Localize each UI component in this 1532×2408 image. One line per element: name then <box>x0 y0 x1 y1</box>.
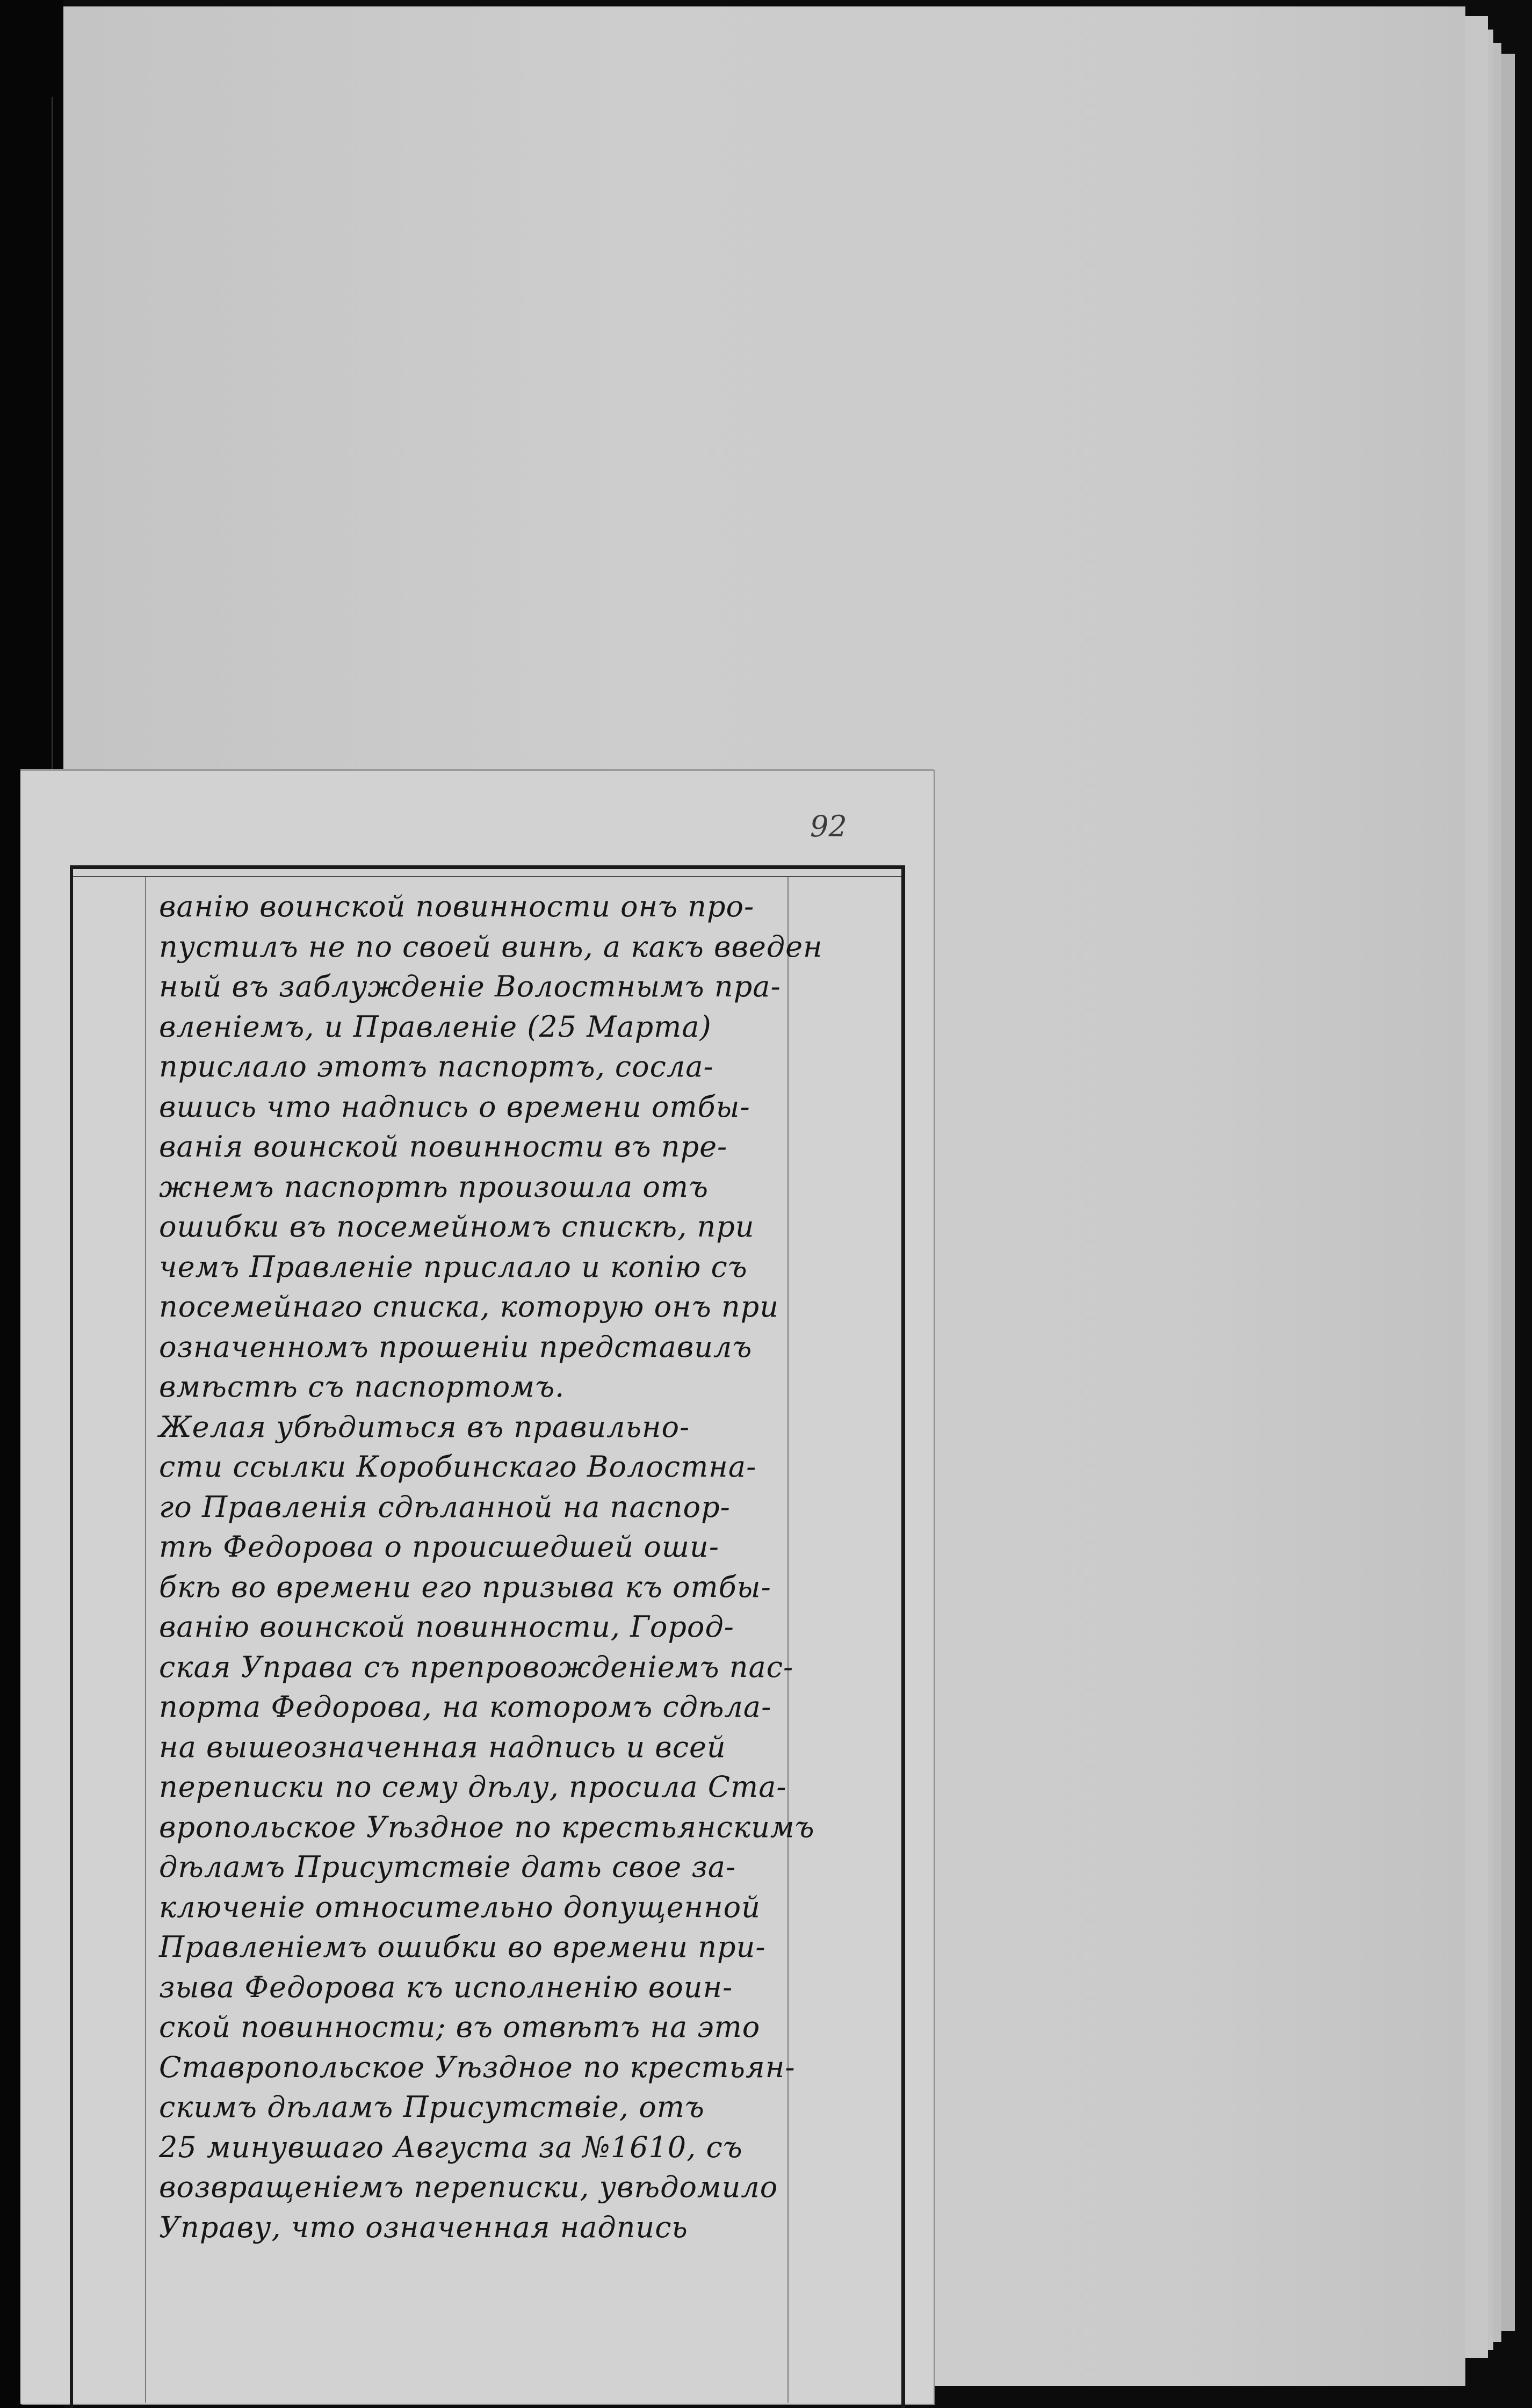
text-line: посемейнаго списка, которую онъ при <box>159 1290 779 1324</box>
text-line: Управу, что означенная надпись <box>159 2210 688 2244</box>
text-line: вропольское Уѣздное по крестьянскимъ <box>159 1810 815 1844</box>
manuscript-page <box>20 769 934 2404</box>
text-line: 25 минувшаго Августа за №1610, съ <box>159 2130 743 2164</box>
text-line: ванiю воинской повинности онъ про- <box>159 890 755 923</box>
margin-left-rule <box>145 877 146 2403</box>
text-line: тѣ Федорова о происшедшей оши- <box>159 1530 720 1564</box>
text-line: ошибки въ посемейномъ спискѣ, при <box>159 1210 755 1243</box>
text-line: бкѣ во времени его призыва къ отбы- <box>159 1570 771 1604</box>
frame-left-rule <box>70 866 73 2408</box>
text-line: ключенiе относительно допущенной <box>159 1890 761 1924</box>
handwritten-text <box>159 887 823 2247</box>
frame-top-rule <box>70 865 905 869</box>
text-line: переписки по сему дѣлу, просила Ста- <box>159 1770 787 1804</box>
text-line: скимъ дѣламъ Присутствiе, отъ <box>159 2090 705 2124</box>
text-line: чемъ Правленiе прислало и копiю съ <box>159 1249 748 1284</box>
text-line: ванiю воинской повинности, Город- <box>159 1610 734 1644</box>
text-line: возвращенiемъ переписки, увѣдомило <box>159 2170 778 2204</box>
text-line: ванiя воинской повинности въ пре- <box>159 1130 728 1163</box>
text-line: ская Управа съ препровожденiемъ пас- <box>159 1650 794 1684</box>
text-line: Ставропольское Уѣздное по крестьян- <box>159 2050 796 2084</box>
text-line: ской повинности; въ отвѣтъ на это <box>159 2010 761 2044</box>
text-line: пустилъ не по своей винѣ, а какъ введен <box>159 929 823 964</box>
text-line: вмѣстѣ съ паспортомъ. <box>159 1370 565 1404</box>
text-line: жнемъ паспортѣ произошла отъ <box>159 1169 709 1204</box>
text-line: го Правленiя сдѣланной на паспор- <box>159 1489 731 1524</box>
text-line: Желая убѣдиться въ правильно- <box>159 1409 690 1444</box>
text-line: сти ссылки Коробинскаго Волостна- <box>159 1450 757 1484</box>
frame-right-rule <box>901 866 905 2408</box>
text-line: на вышеозначенная надпись и всей <box>159 1730 726 1764</box>
text-line: зыва Федорова къ исполненiю воин- <box>159 1970 733 2004</box>
text-line: порта Федорова, на которомъ сдѣла- <box>159 1690 772 1724</box>
frame-top-rule-thin <box>70 876 905 877</box>
text-line: ный въ заблужденiе Волостнымъ пра- <box>159 970 781 1003</box>
text-line: прислало этотъ паспортъ, сосла- <box>159 1050 714 1083</box>
text-line: Правленiемъ ошибки во времени при- <box>159 1930 766 1964</box>
text-line: означенномъ прошенiи представилъ <box>159 1329 753 1364</box>
folio-number: 92 <box>810 809 847 843</box>
text-line: дѣламъ Присутствiе дать свое за- <box>159 1850 736 1884</box>
text-line: вленiемъ, и Правленiе (25 Марта) <box>159 1009 712 1044</box>
text-line: вшись что надпись о времени отбы- <box>159 1089 750 1124</box>
